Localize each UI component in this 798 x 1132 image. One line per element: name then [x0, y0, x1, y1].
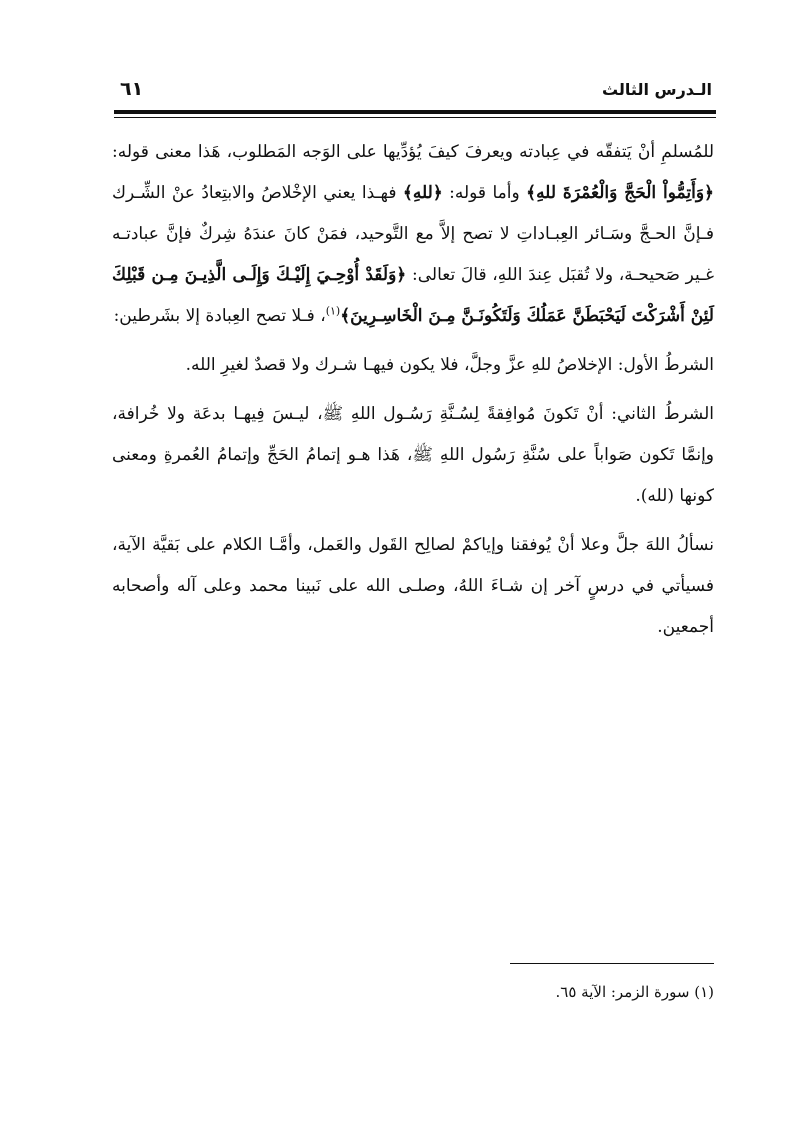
text-run: فهـذا يعني الإخْلاصُ والابتِعادُ عنْ الشِّـرك فـإنَّ الحـجَّ وسَـائر العِبـاداتِ لا تصح إلاَّ مع التَّوحيد، فمَنْ كانَ عندَهُ شِركٌ فإنَّ عبادتـه غـير صَحيحـة، ولا تُقبَل عِندَ اللهِ، قالَ تعالى: [112, 183, 715, 285]
paragraph-4: نسألُ اللهَ جلَّ وعلا أنْ يُوفقنا وإياكمْ لصالِح القَول والعَمل، وأمَّـا الكلام على بَقيَّة الآية، فسيأتي في درسٍ آخر إن شـاءَ اللهُ، وصلـى الله على نَبينا محمد وعلى آله وأصحابه أجمعين. [112, 535, 714, 637]
paragraph-2: الشرطُ الأول: الإخلاصُ للهِ عزَّ وجلَّ، فلا يكون فيهـا شـرك ولا قصدٌ لغيرِ الله. [185, 355, 714, 375]
footnote: (١) سورة الزمر: الآية ٦٥. [555, 983, 714, 1001]
text-run: ، فـلا تصح العِبادة إلا بشَرطين: [113, 306, 326, 326]
footnote-separator [510, 963, 714, 964]
header-rule-thin [114, 117, 716, 118]
page-number: ٦١ [120, 78, 144, 100]
footnote-reference[interactable]: (١) [325, 304, 341, 318]
quran-verse-1: ﴿وَأَتِمُّواْ الْحَجَّ وَالْعُمْرَةَ للهِ﴾ [526, 183, 714, 203]
text-run: وأما قوله: [442, 183, 527, 203]
quran-word-lillah: ﴿للهِ﴾ [402, 183, 443, 203]
body-text [112, 132, 714, 648]
text-run: للمُسلمِ أنْ يَتفقّه في عِبادته ويعرفَ كيفَ يُؤدِّيها على الوَجه المَطلوب، هَذا معنى قوله: [112, 142, 714, 162]
quran-verse-2: ﴿وَلَقَدْ أُوْحِـيَ إِلَيْـكَ وَإِلَـى الَّذِيـنَ مِـن قَبْلِكَ لَئِنْ أَشْرَكْتَ لَيَحْبَطَنَّ عَمَلُكَ وَلَتَكُونَـنَّ مِـنَ الْخَاسِـرِينَ﴾ [112, 265, 714, 326]
header-rule-thick [114, 110, 716, 114]
paragraph-1 [112, 132, 714, 337]
paragraph-3: الشرطُ الثاني: أنْ تَكونَ مُوافِقةً لِسُـنَّةِ رَسُـول اللهِ ﷺ، ليـسَ فِيهـا بدعَة ولا خُرافة، وإنمَّا تَكون صَواباً على سُنَّةِ رَسُول اللهِ ﷺ، هَذا هـو إتمامُ الحَجِّ وإتمامُ العُمرةِ ومعنى كونها (لله). [112, 404, 714, 506]
page-header [114, 76, 716, 110]
chapter-title: الـدرس الثالث [601, 80, 712, 99]
